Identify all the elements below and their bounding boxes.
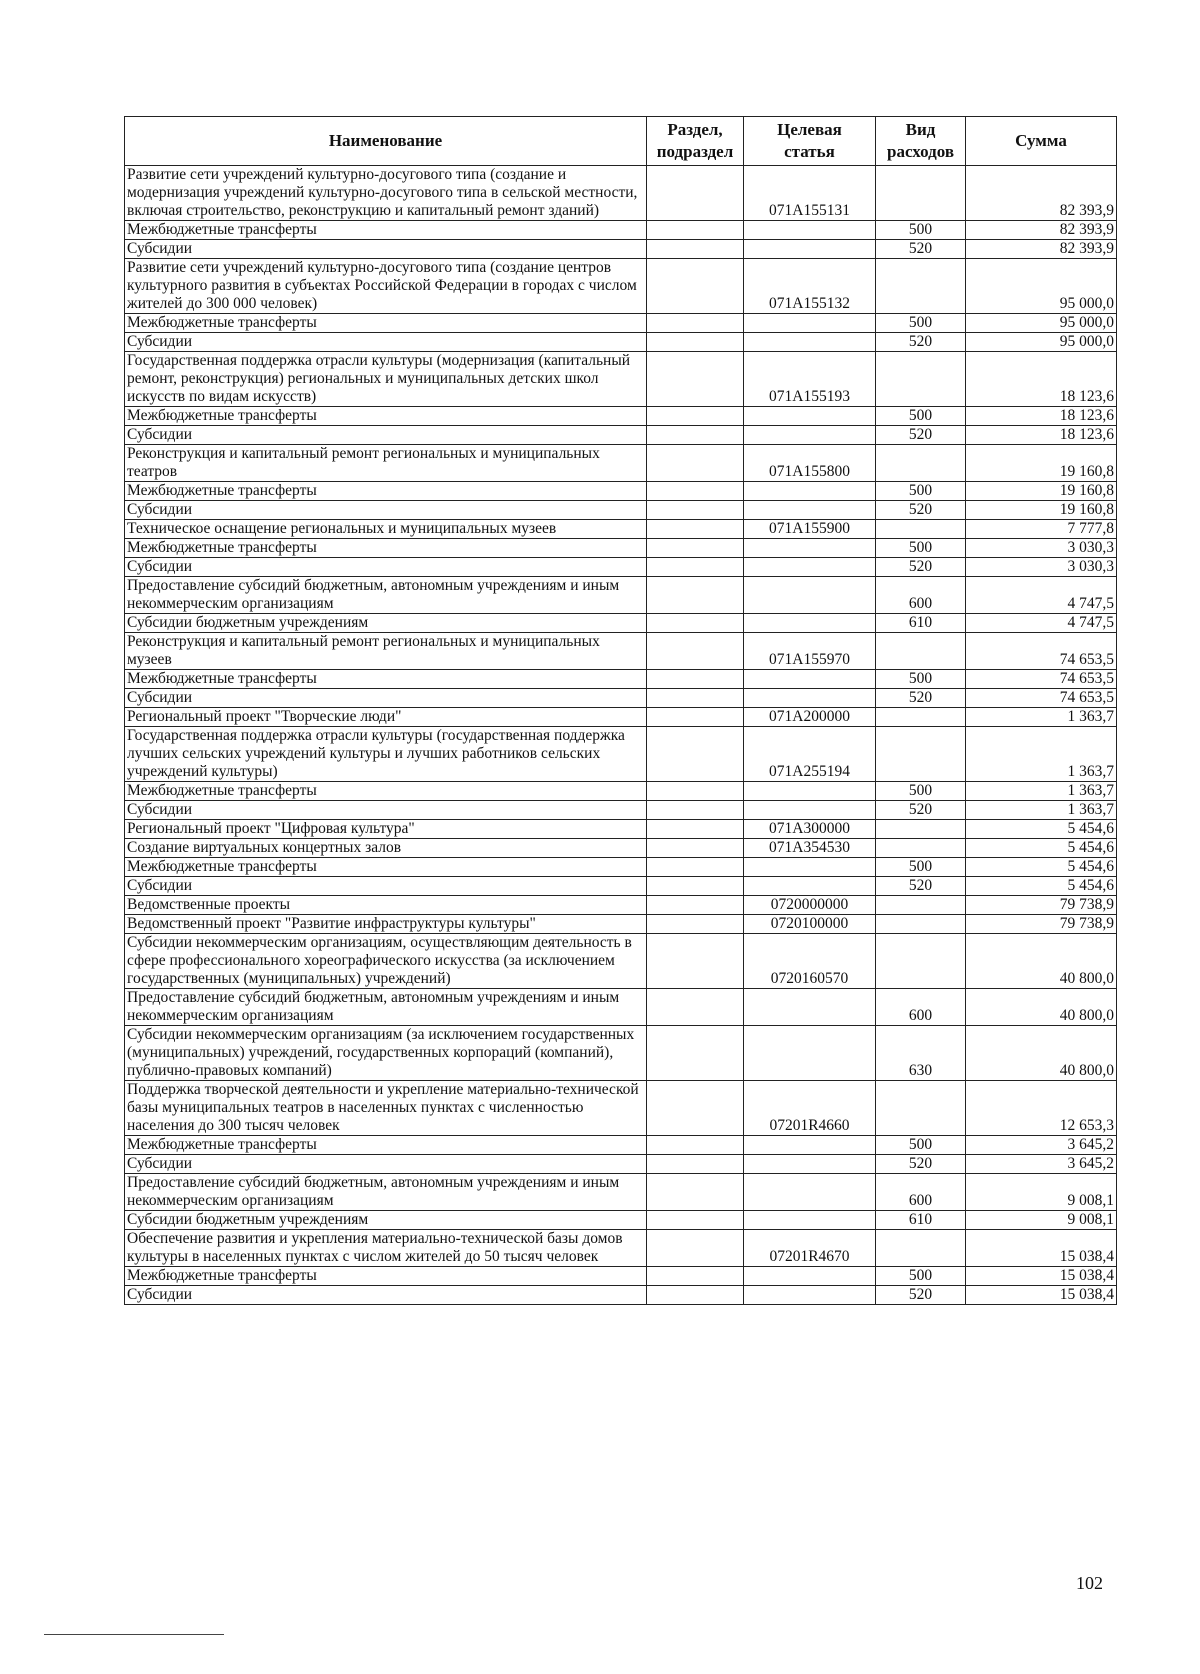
cell-sum: 9 008,1: [966, 1211, 1117, 1230]
cell-code: 0720160570: [744, 934, 876, 989]
cell-sum: 19 160,8: [966, 445, 1117, 482]
cell-section: [647, 858, 744, 877]
cell-vid: [876, 633, 966, 670]
cell-section: [647, 426, 744, 445]
cell-vid: 520: [876, 801, 966, 820]
cell-section: [647, 614, 744, 633]
cell-name: Межбюджетные трансферты: [125, 482, 647, 501]
cell-section: [647, 801, 744, 820]
cell-section: [647, 1081, 744, 1136]
header-sum: Сумма: [966, 117, 1117, 166]
cell-sum: 79 738,9: [966, 896, 1117, 915]
cell-vid: 500: [876, 482, 966, 501]
table-row: [125, 314, 1117, 333]
cell-sum: 40 800,0: [966, 934, 1117, 989]
cell-name: Государственная поддержка отрасли культуры (модернизация (капитальный ремонт, реконструкция) региональных и муниципальных детских школ искусств по видам искусств): [125, 352, 647, 407]
table-row: [125, 558, 1117, 577]
cell-sum: 95 000,0: [966, 333, 1117, 352]
cell-name: Ведомственный проект "Развитие инфраструктуры культуры": [125, 915, 647, 934]
cell-code: 071A255194: [744, 727, 876, 782]
cell-name: Предоставление субсидий бюджетным, автономным учреждениям и иным некоммерческим организациям: [125, 577, 647, 614]
cell-name: Реконструкция и капитальный ремонт региональных и муниципальных театров: [125, 445, 647, 482]
table-row: [125, 858, 1117, 877]
cell-vid: 520: [876, 1286, 966, 1305]
cell-sum: 82 393,9: [966, 221, 1117, 240]
cell-code: 071A300000: [744, 820, 876, 839]
cell-section: [647, 577, 744, 614]
cell-sum: 40 800,0: [966, 1026, 1117, 1081]
cell-code: 0720000000: [744, 896, 876, 915]
cell-sum: 19 160,8: [966, 482, 1117, 501]
header-code: [744, 117, 876, 166]
cell-code: [744, 670, 876, 689]
cell-section: [647, 221, 744, 240]
cell-code: [744, 501, 876, 520]
cell-vid: 600: [876, 1174, 966, 1211]
cell-section: [647, 445, 744, 482]
cell-code: [744, 1211, 876, 1230]
cell-code: [744, 1174, 876, 1211]
header-section: [647, 117, 744, 166]
cell-section: [647, 333, 744, 352]
cell-vid: 520: [876, 333, 966, 352]
cell-vid: [876, 708, 966, 727]
cell-sum: 40 800,0: [966, 989, 1117, 1026]
cell-vid: [876, 352, 966, 407]
cell-code: [744, 539, 876, 558]
cell-vid: [876, 727, 966, 782]
footnote-divider: [44, 1634, 224, 1635]
cell-vid: 500: [876, 1136, 966, 1155]
cell-name: Субсидии: [125, 801, 647, 820]
cell-name: Субсидии некоммерческим организациям (за исключением государственных (муниципальных) учреждений, государственных корпораций (компаний), публично-правовых компаний): [125, 1026, 647, 1081]
cell-name: Межбюджетные трансферты: [125, 314, 647, 333]
cell-code: 071A200000: [744, 708, 876, 727]
table-row: [125, 1155, 1117, 1174]
cell-name: Субсидии: [125, 1286, 647, 1305]
cell-vid: 500: [876, 858, 966, 877]
table-row: [125, 482, 1117, 501]
cell-name: Создание виртуальных концертных залов: [125, 839, 647, 858]
cell-name: Субсидии: [125, 1155, 647, 1174]
cell-vid: [876, 820, 966, 839]
cell-section: [647, 1174, 744, 1211]
table-row: [125, 221, 1117, 240]
cell-section: [647, 1155, 744, 1174]
cell-sum: 95 000,0: [966, 259, 1117, 314]
cell-code: [744, 221, 876, 240]
table-row: [125, 259, 1117, 314]
cell-code: 07201R4670: [744, 1230, 876, 1267]
cell-section: [647, 501, 744, 520]
header-name: Наименование: [125, 117, 647, 166]
cell-sum: 5 454,6: [966, 839, 1117, 858]
cell-sum: 1 363,7: [966, 708, 1117, 727]
cell-sum: 95 000,0: [966, 314, 1117, 333]
cell-name: Межбюджетные трансферты: [125, 670, 647, 689]
cell-code: [744, 577, 876, 614]
cell-vid: 500: [876, 314, 966, 333]
cell-name: Субсидии: [125, 333, 647, 352]
budget-table: [124, 116, 1117, 1305]
cell-vid: [876, 1230, 966, 1267]
header-section-line1: Раздел,: [667, 120, 723, 139]
cell-vid: [876, 839, 966, 858]
cell-section: [647, 520, 744, 539]
cell-vid: [876, 896, 966, 915]
cell-vid: 520: [876, 426, 966, 445]
table-row: [125, 501, 1117, 520]
table-row: [125, 915, 1117, 934]
cell-sum: 82 393,9: [966, 240, 1117, 259]
cell-vid: 500: [876, 407, 966, 426]
cell-vid: 500: [876, 1267, 966, 1286]
cell-code: [744, 314, 876, 333]
cell-sum: 5 454,6: [966, 877, 1117, 896]
cell-vid: 520: [876, 240, 966, 259]
table-row: [125, 670, 1117, 689]
cell-section: [647, 259, 744, 314]
cell-sum: 5 454,6: [966, 820, 1117, 839]
table-header-row: [125, 117, 1117, 166]
header-code-line2: статья: [784, 142, 835, 161]
cell-section: [647, 1211, 744, 1230]
cell-sum: 15 038,4: [966, 1267, 1117, 1286]
table-row: [125, 839, 1117, 858]
table-row: [125, 633, 1117, 670]
cell-name: Субсидии бюджетным учреждениям: [125, 1211, 647, 1230]
cell-section: [647, 1230, 744, 1267]
cell-sum: 1 363,7: [966, 782, 1117, 801]
cell-code: [744, 782, 876, 801]
cell-code: [744, 858, 876, 877]
table-row: [125, 877, 1117, 896]
cell-section: [647, 314, 744, 333]
cell-code: [744, 877, 876, 896]
cell-vid: 500: [876, 539, 966, 558]
cell-section: [647, 633, 744, 670]
cell-section: [647, 1267, 744, 1286]
table-body: [125, 166, 1117, 1305]
table-row: [125, 407, 1117, 426]
cell-sum: 18 123,6: [966, 426, 1117, 445]
header-code-line1: Целевая: [777, 120, 842, 139]
cell-section: [647, 352, 744, 407]
cell-name: Субсидии: [125, 240, 647, 259]
cell-section: [647, 689, 744, 708]
cell-name: Субсидии некоммерческим организациям, осуществляющим деятельность в сфере профессионального хореографического искусства (за исключением государственных (муниципальных) учреждений): [125, 934, 647, 989]
cell-code: [744, 333, 876, 352]
cell-name: Межбюджетные трансферты: [125, 782, 647, 801]
cell-sum: 4 747,5: [966, 614, 1117, 633]
cell-section: [647, 782, 744, 801]
cell-sum: 1 363,7: [966, 801, 1117, 820]
cell-sum: 74 653,5: [966, 689, 1117, 708]
table-row: [125, 352, 1117, 407]
cell-name: Межбюджетные трансферты: [125, 1267, 647, 1286]
cell-sum: 15 038,4: [966, 1286, 1117, 1305]
cell-name: Межбюджетные трансферты: [125, 539, 647, 558]
table-row: [125, 614, 1117, 633]
cell-section: [647, 839, 744, 858]
cell-section: [647, 727, 744, 782]
cell-code: 071A155193: [744, 352, 876, 407]
table-row: [125, 539, 1117, 558]
table-row: [125, 801, 1117, 820]
cell-vid: [876, 259, 966, 314]
table-row: [125, 445, 1117, 482]
cell-section: [647, 1026, 744, 1081]
cell-code: 071A155131: [744, 166, 876, 221]
cell-vid: 520: [876, 877, 966, 896]
cell-code: 071A155970: [744, 633, 876, 670]
cell-code: 07201R4660: [744, 1081, 876, 1136]
cell-code: 071A155900: [744, 520, 876, 539]
cell-sum: 82 393,9: [966, 166, 1117, 221]
cell-section: [647, 670, 744, 689]
cell-name: Субсидии: [125, 877, 647, 896]
cell-vid: [876, 934, 966, 989]
cell-code: [744, 1286, 876, 1305]
cell-name: Региональный проект "Цифровая культура": [125, 820, 647, 839]
cell-name: Региональный проект "Творческие люди": [125, 708, 647, 727]
cell-section: [647, 1136, 744, 1155]
cell-code: 071A155800: [744, 445, 876, 482]
table-row: [125, 1286, 1117, 1305]
cell-code: [744, 240, 876, 259]
cell-sum: 3 030,3: [966, 539, 1117, 558]
cell-code: 071A354530: [744, 839, 876, 858]
cell-section: [647, 896, 744, 915]
cell-section: [647, 166, 744, 221]
cell-sum: 12 653,3: [966, 1081, 1117, 1136]
cell-name: Государственная поддержка отрасли культуры (государственная поддержка лучших сельских учреждений культуры и лучших работников сельских учреждений культуры): [125, 727, 647, 782]
cell-code: [744, 989, 876, 1026]
table-row: [125, 989, 1117, 1026]
cell-vid: 610: [876, 614, 966, 633]
cell-name: Предоставление субсидий бюджетным, автономным учреждениям и иным некоммерческим организациям: [125, 989, 647, 1026]
table-row: [125, 1081, 1117, 1136]
table-row: [125, 1026, 1117, 1081]
header-vid-line1: Вид: [905, 120, 936, 139]
cell-vid: [876, 445, 966, 482]
header-vid-line2: расходов: [887, 142, 954, 161]
table-row: [125, 934, 1117, 989]
cell-name: Субсидии бюджетным учреждениям: [125, 614, 647, 633]
cell-section: [647, 539, 744, 558]
cell-section: [647, 877, 744, 896]
cell-sum: 74 653,5: [966, 670, 1117, 689]
cell-code: [744, 1155, 876, 1174]
cell-section: [647, 934, 744, 989]
cell-vid: 520: [876, 689, 966, 708]
table-row: [125, 708, 1117, 727]
header-vid: [876, 117, 966, 166]
table-row: [125, 520, 1117, 539]
cell-sum: 1 363,7: [966, 727, 1117, 782]
cell-name: Межбюджетные трансферты: [125, 221, 647, 240]
cell-section: [647, 558, 744, 577]
cell-sum: 3 645,2: [966, 1136, 1117, 1155]
cell-name: Межбюджетные трансферты: [125, 858, 647, 877]
cell-code: 071A155132: [744, 259, 876, 314]
header-section-line2: подраздел: [656, 142, 734, 161]
cell-name: Межбюджетные трансферты: [125, 1136, 647, 1155]
table-row: [125, 333, 1117, 352]
table-row: [125, 1174, 1117, 1211]
cell-sum: 3 030,3: [966, 558, 1117, 577]
cell-sum: 3 645,2: [966, 1155, 1117, 1174]
cell-code: [744, 426, 876, 445]
cell-vid: 600: [876, 989, 966, 1026]
cell-section: [647, 407, 744, 426]
cell-sum: 19 160,8: [966, 501, 1117, 520]
cell-vid: 520: [876, 558, 966, 577]
cell-sum: 74 653,5: [966, 633, 1117, 670]
cell-section: [647, 708, 744, 727]
cell-name: Субсидии: [125, 558, 647, 577]
cell-section: [647, 482, 744, 501]
cell-vid: 500: [876, 221, 966, 240]
cell-name: Предоставление субсидий бюджетным, автономным учреждениям и иным некоммерческим организациям: [125, 1174, 647, 1211]
cell-vid: [876, 520, 966, 539]
table-row: [125, 689, 1117, 708]
cell-sum: 9 008,1: [966, 1174, 1117, 1211]
cell-section: [647, 1286, 744, 1305]
cell-vid: [876, 1081, 966, 1136]
table-row: [125, 1230, 1117, 1267]
cell-code: [744, 1136, 876, 1155]
page-number: 102: [1076, 1573, 1103, 1593]
cell-code: [744, 482, 876, 501]
cell-name: Ведомственные проекты: [125, 896, 647, 915]
cell-vid: 520: [876, 1155, 966, 1174]
cell-sum: 79 738,9: [966, 915, 1117, 934]
cell-name: Развитие сети учреждений культурно-досугового типа (создание и модернизация учреждений культурно-досугового типа в сельской местности, включая строительство, реконструкцию и капитальный ремонт зданий): [125, 166, 647, 221]
cell-name: Поддержка творческой деятельности и укрепление материально-технической базы муниципальных театров в населенных пунктах с численностью населения до 300 тысяч человек: [125, 1081, 647, 1136]
cell-vid: 630: [876, 1026, 966, 1081]
cell-vid: 600: [876, 577, 966, 614]
table-row: [125, 1211, 1117, 1230]
table-row: [125, 577, 1117, 614]
table-row: [125, 240, 1117, 259]
cell-name: Реконструкция и капитальный ремонт региональных и муниципальных музеев: [125, 633, 647, 670]
cell-name: Развитие сети учреждений культурно-досугового типа (создание центров культурного развития в субъектах Российской Федерации в городах с числом жителей до 300 000 человек): [125, 259, 647, 314]
cell-name: Межбюджетные трансферты: [125, 407, 647, 426]
table-row: [125, 782, 1117, 801]
cell-code: [744, 801, 876, 820]
table-row: [125, 166, 1117, 221]
cell-name: Субсидии: [125, 689, 647, 708]
cell-sum: 5 454,6: [966, 858, 1117, 877]
cell-name: Техническое оснащение региональных и муниципальных музеев: [125, 520, 647, 539]
cell-sum: 18 123,6: [966, 352, 1117, 407]
cell-vid: [876, 166, 966, 221]
cell-code: [744, 407, 876, 426]
cell-sum: 7 777,8: [966, 520, 1117, 539]
cell-vid: 500: [876, 782, 966, 801]
cell-sum: 15 038,4: [966, 1230, 1117, 1267]
cell-code: [744, 1026, 876, 1081]
cell-vid: [876, 915, 966, 934]
cell-code: [744, 1267, 876, 1286]
table-row: [125, 896, 1117, 915]
cell-code: [744, 689, 876, 708]
table-row: [125, 426, 1117, 445]
cell-code: [744, 614, 876, 633]
cell-vid: 500: [876, 670, 966, 689]
cell-vid: 520: [876, 501, 966, 520]
table-row: [125, 727, 1117, 782]
table-row: [125, 1267, 1117, 1286]
cell-vid: 610: [876, 1211, 966, 1230]
cell-name: Субсидии: [125, 426, 647, 445]
cell-name: Субсидии: [125, 501, 647, 520]
cell-sum: 18 123,6: [966, 407, 1117, 426]
cell-sum: 4 747,5: [966, 577, 1117, 614]
cell-section: [647, 915, 744, 934]
cell-name: Обеспечение развития и укрепления материально-технической базы домов культуры в населенных пунктах с числом жителей до 50 тысяч человек: [125, 1230, 647, 1267]
cell-section: [647, 240, 744, 259]
cell-section: [647, 989, 744, 1026]
table-row: [125, 1136, 1117, 1155]
cell-code: [744, 558, 876, 577]
cell-section: [647, 820, 744, 839]
cell-code: 0720100000: [744, 915, 876, 934]
table-row: [125, 820, 1117, 839]
